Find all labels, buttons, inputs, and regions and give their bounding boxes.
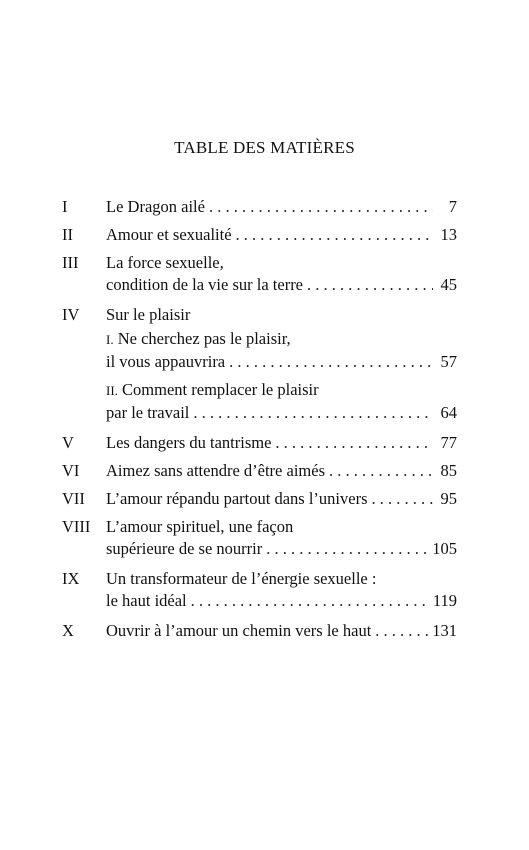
subsection-title-line-1: Comment remplacer le plaisir xyxy=(122,380,319,399)
chapter-numeral: VIII xyxy=(62,517,91,536)
toc-entry-5 xyxy=(62,432,457,454)
chapter-title-line-2: le haut idéal xyxy=(106,591,187,610)
page-number: 131 xyxy=(432,621,457,640)
toc-entry-7 xyxy=(62,488,457,510)
table-of-contents xyxy=(62,196,457,642)
page-number: 7 xyxy=(448,197,457,216)
chapter-title: Aimez sans attendre d’être aimés xyxy=(106,461,325,480)
page-number: 85 xyxy=(440,461,457,480)
dot-leader xyxy=(229,351,433,373)
dot-leader xyxy=(307,274,433,296)
page-number: 77 xyxy=(440,433,457,452)
subsection-1 xyxy=(106,328,457,373)
toc-entry-3 xyxy=(62,252,457,296)
page-number: 105 xyxy=(432,539,457,558)
chapter-title: L’amour répandu partout dans l’univers xyxy=(106,489,368,508)
dot-leader xyxy=(191,590,429,612)
toc-entry-9 xyxy=(62,568,457,612)
page-number: 119 xyxy=(432,591,457,610)
chapter-title: Amour et sexualité xyxy=(106,225,232,244)
toc-entry-4 xyxy=(62,304,457,424)
dot-leader xyxy=(329,460,433,482)
chapter-numeral: VII xyxy=(62,489,85,508)
toc-entry-1 xyxy=(62,196,457,218)
subsection-numeral: I. xyxy=(106,332,114,347)
subsection-title-line-2: il vous appauvrira xyxy=(106,352,226,371)
chapter-title-line-1: Un transformateur de l’énergie sexuelle : xyxy=(106,569,377,588)
dot-leader xyxy=(209,196,433,218)
dot-leader xyxy=(193,402,433,424)
chapter-numeral: I xyxy=(62,197,68,216)
page-number: 13 xyxy=(440,225,457,244)
page-number: 45 xyxy=(440,275,457,294)
chapter-numeral: X xyxy=(62,621,74,640)
chapter-title-line-2: supérieure de se nourrir xyxy=(106,539,263,558)
toc-entry-8 xyxy=(62,516,457,560)
chapter-numeral: V xyxy=(62,433,74,452)
subsection-title-line-1: Ne cherchez pas le plaisir, xyxy=(117,329,291,348)
chapter-numeral: III xyxy=(62,253,79,272)
chapter-title: Le Dragon ailé xyxy=(106,197,205,216)
page-number: 95 xyxy=(440,489,457,508)
chapter-numeral: IV xyxy=(62,305,80,324)
page-number: 64 xyxy=(440,403,457,422)
dot-leader xyxy=(275,432,433,454)
chapter-numeral: II xyxy=(62,225,73,244)
toc-entry-6 xyxy=(62,460,457,482)
dot-leader xyxy=(372,488,434,510)
chapter-title: Sur le plaisir xyxy=(106,305,191,324)
subsection-title-line-2: par le travail xyxy=(106,403,190,422)
dot-leader xyxy=(266,538,428,560)
chapter-numeral: VI xyxy=(62,461,80,480)
page-title: TABLE DES MATIÈRES xyxy=(174,138,355,157)
chapter-title-line-1: La force sexuelle, xyxy=(106,253,224,272)
toc-entry-2 xyxy=(62,224,457,246)
chapter-title-line-2: condition de la vie sur la terre xyxy=(106,275,304,294)
toc-entry-10 xyxy=(62,620,457,642)
chapter-numeral: IX xyxy=(62,569,80,588)
dot-leader xyxy=(375,620,428,642)
chapter-title: Les dangers du tantrisme xyxy=(106,433,272,452)
subsection-2 xyxy=(106,379,457,424)
dot-leader xyxy=(236,224,433,246)
subsection-numeral: II. xyxy=(106,383,118,398)
page-number: 57 xyxy=(440,352,457,371)
chapter-title: Ouvrir à l’amour un chemin vers le haut xyxy=(106,621,372,640)
chapter-title-line-1: L’amour spirituel, une façon xyxy=(106,517,294,536)
